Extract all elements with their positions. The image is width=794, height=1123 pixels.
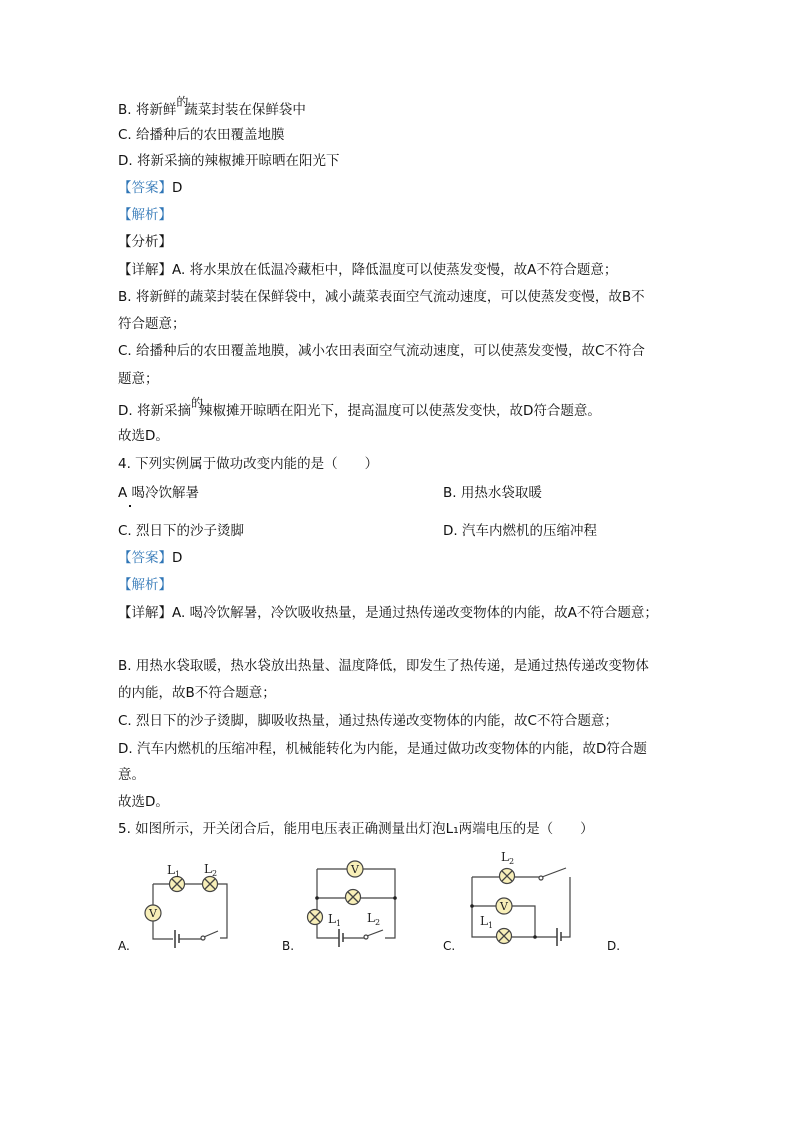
- option-c-label: C.: [443, 939, 456, 953]
- q3-detail-b2: 符合题意；: [118, 316, 186, 332]
- option-b-label: B.: [282, 939, 295, 953]
- q4-detail-b1: B. 用热水袋取暖，热水袋放出热量、温度降低，即发生了热传递，是通过热传递改变物体: [118, 658, 649, 674]
- q4-detail-d1: D. 汽车内燃机的压缩冲程，机械能转化为内能，是通过做功改变物体的内能，故D符合题: [118, 741, 647, 757]
- circuit-c: [470, 850, 570, 946]
- text: 蔬菜封装在保鲜袋中: [184, 102, 306, 118]
- text: D. 将新采摘: [118, 403, 191, 419]
- q3-option-d: D. 将新采摘的辣椒摊开晾晒在阳光下: [118, 153, 340, 169]
- stray-dot: [129, 505, 131, 507]
- q4-detail-c: C. 烈日下的沙子烫脚，脚吸收热量，通过热传递改变物体的内能，故C不符合题意；: [118, 713, 618, 729]
- lamp-l2: [500, 869, 515, 884]
- l2-label: $L_2$: [204, 862, 218, 878]
- lamp-l2: [203, 877, 218, 892]
- q3-conclusion: 故选D。: [118, 428, 169, 444]
- text: B. 将新鲜: [118, 102, 177, 118]
- answer-value: D: [172, 550, 183, 566]
- l1-label: $L_1$: [328, 912, 342, 928]
- voltmeter-label: V: [149, 907, 157, 920]
- voltmeter-label: V: [351, 863, 359, 876]
- voltmeter-label: V: [500, 900, 508, 913]
- text: 的: [190, 396, 203, 410]
- text: A. 将水果放在低温冷藏柜中，降低温度可以使蒸发变慢，故A不符合题意；: [172, 262, 618, 278]
- q4-option-a: A 喝冷饮解暑: [118, 485, 200, 501]
- l2-label: $L_2$: [501, 850, 515, 866]
- q3-answer: [118, 179, 182, 197]
- q4-stem: 4. 下列实例属于做功改变内能的是（ ）: [118, 456, 379, 472]
- text: A. 喝冷饮解暑，冷饮吸收热量，是通过热传递改变物体的内能，故A不符合题意；: [172, 605, 658, 621]
- q4-detail-d2: 意。: [118, 767, 145, 783]
- text: 的: [176, 95, 189, 109]
- q3-fenxi-tag: 【分析】: [118, 234, 172, 250]
- q4-conclusion: 故选D。: [118, 794, 169, 810]
- answer-tag: 【答案】: [118, 550, 172, 566]
- l1-label: $L_1$: [480, 914, 494, 930]
- q4-analysis-tag: 【解析】: [118, 577, 172, 593]
- q3-detail-b1: B. 将新鲜的蔬菜封装在保鲜袋中，减小蔬菜表面空气流动速度，可以使蒸发变慢，故B不: [118, 289, 645, 305]
- q3-detail-d: [118, 396, 601, 420]
- lamp-l2: [346, 890, 361, 905]
- detail-tag: 【详解】: [118, 605, 172, 621]
- q4-option-b: B. 用热水袋取暖: [443, 485, 542, 501]
- q4-answer: [118, 549, 182, 567]
- q5-stem: 5. 如图所示，开关闭合后，能用电压表正确测量出灯泡L₁两端电压的是（ ）: [118, 821, 594, 837]
- l1-label: $L_1$: [167, 863, 181, 879]
- detail-tag: 【详解】: [118, 262, 172, 278]
- q4-option-d: D. 汽车内燃机的压缩冲程: [443, 523, 597, 539]
- circuit-diagrams: [110, 845, 630, 960]
- q3-option-c: C. 给播种后的农田覆盖地膜: [118, 127, 285, 143]
- q4-option-c: C. 烈日下的沙子烫脚: [118, 523, 245, 539]
- answer-tag: 【答案】: [118, 180, 172, 196]
- q3-detail-c2: 题意；: [118, 371, 159, 387]
- lamp-l1: [308, 910, 323, 925]
- text: 辣椒摊开晾晒在阳光下，提高温度可以使蒸发变快，故D符合题意。: [199, 403, 601, 419]
- lamp-l1: [497, 929, 512, 944]
- q4-detail-b2: 的内能，故B不符合题意；: [118, 685, 276, 701]
- q3-analysis-tag: 【解析】: [118, 207, 172, 223]
- circuit-a: [145, 862, 227, 948]
- q4-detail-a: [118, 604, 658, 622]
- option-d-label: D.: [607, 939, 621, 953]
- q3-detail-a: [118, 261, 617, 279]
- option-a-label: A.: [118, 939, 130, 953]
- circuit-b: [308, 861, 397, 947]
- q3-option-b: [118, 95, 306, 119]
- answer-value: D: [172, 180, 183, 196]
- l2-label: $L_2$: [367, 911, 381, 927]
- q3-detail-c1: C. 给播种后的农田覆盖地膜，减小农田表面空气流动速度，可以使蒸发变慢，故C不符合: [118, 343, 645, 359]
